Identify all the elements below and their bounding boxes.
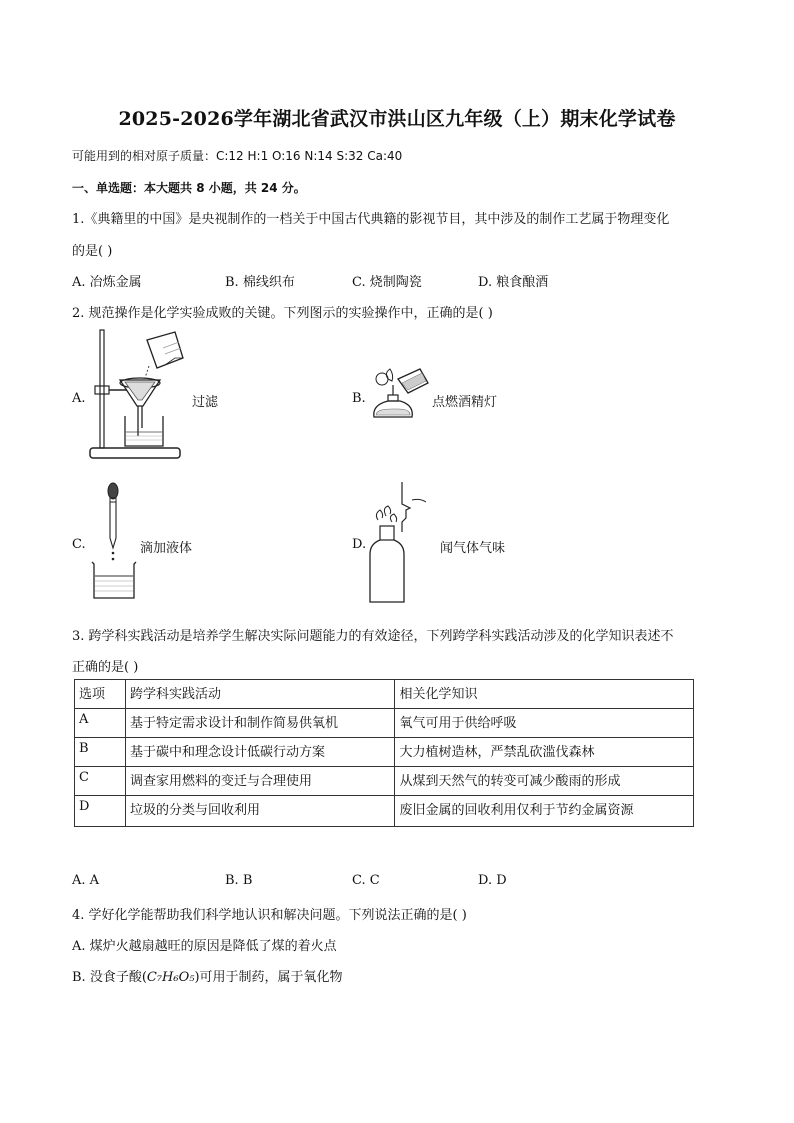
q1-option-a[interactable]: A. 冶炼金属 <box>72 275 142 290</box>
q2-option-a-label: 过滤 <box>192 395 219 410</box>
table-cell: D <box>75 796 126 827</box>
table-cell: 氧气可用于供给呼吸 <box>395 709 694 738</box>
atomic-masses-note: 可能用到的相对原子质量：C:12 H:1 O:16 N:14 S:32 Ca:40 <box>72 149 403 163</box>
section-prefix: 一、单选题： <box>72 181 145 195</box>
q1-stem-line1: 1.《典籍里的中国》是央视制作的一档关于中国古代典籍的影视节目，其中涉及的制作工艺属于物理变化 <box>72 212 670 227</box>
smelling-gas-figure <box>368 480 434 606</box>
table-row <box>75 738 694 767</box>
table-cell: 垃圾的分类与回收利用 <box>125 796 395 827</box>
table-row <box>75 767 694 796</box>
q4-stem: 4. 学好化学能帮助我们科学地认识和解决问题。下列说法正确的是( ) <box>72 908 467 923</box>
filtration-figure <box>85 328 185 464</box>
dropper-beaker-figure <box>88 482 138 604</box>
q2-option-b-label: 点燃酒精灯 <box>432 395 498 410</box>
table-header-cell: 跨学科实践活动 <box>125 680 395 709</box>
q1-stem-line2: 的是( ) <box>72 244 113 259</box>
table-header-cell: 相关化学知识 <box>395 680 694 709</box>
q3-table <box>74 679 694 827</box>
table-header-row <box>75 680 694 709</box>
q3-stem-line1: 3. 跨学科实践活动是培养学生解决实际问题能力的有效途径，下列跨学科实践活动涉及的化学知识表述不 <box>72 629 674 644</box>
q4-option-b[interactable] <box>72 966 343 985</box>
section-heading <box>72 179 306 196</box>
table-cell: 基于碳中和理念设计低碳行动方案 <box>125 738 395 767</box>
table-header-cell: 选项 <box>75 680 126 709</box>
q3-option-b[interactable]: B. B <box>225 873 253 888</box>
q4-option-b-pre: B. 没食子酸( <box>72 970 147 985</box>
q1-option-c[interactable]: C. 烧制陶瓷 <box>352 275 422 290</box>
page-title: 2025-2026学年湖北省武汉市洪山区九年级（上）期末化学试卷 <box>118 108 676 130</box>
q2-option-c-letter[interactable]: C. <box>72 537 86 552</box>
q1-option-d[interactable]: D. 粮食酿酒 <box>478 275 549 290</box>
q2-option-b-letter[interactable]: B. <box>352 391 366 406</box>
q3-option-a[interactable]: A. A <box>72 873 100 888</box>
q3-stem-line2: 正确的是( ) <box>72 660 139 675</box>
table-row <box>75 709 694 738</box>
q2-stem: 2. 规范操作是化学实验成败的关键。下列图示的实验操作中，正确的是( ) <box>72 306 493 321</box>
q4-option-b-post: )可用于制药，属于氧化物 <box>194 970 343 985</box>
q3-option-c[interactable]: C. C <box>352 873 380 888</box>
q2-option-c-label: 滴加液体 <box>140 541 193 556</box>
table-cell: A <box>75 709 126 738</box>
table-cell: 从煤到天然气的转变可减少酸雨的形成 <box>395 767 694 796</box>
q2-option-d-label: 闻气体气味 <box>440 541 506 556</box>
section-desc: 本大题共 8 小题，共 24 分。 <box>144 181 306 195</box>
q1-option-b[interactable]: B. 棉线织布 <box>225 275 295 290</box>
table-row <box>75 796 694 827</box>
table-cell: 基于特定需求设计和制作简易供氧机 <box>125 709 395 738</box>
table-cell: 调查家用燃料的变迁与合理使用 <box>125 767 395 796</box>
table-cell: B <box>75 738 126 767</box>
q3-option-d[interactable]: D. D <box>478 873 507 888</box>
table-cell: 大力植树造林，严禁乱砍滥伐森林 <box>395 738 694 767</box>
q2-option-a-letter[interactable]: A. <box>72 391 86 406</box>
alcohol-lamp-figure <box>368 365 432 429</box>
table-cell: C <box>75 767 126 796</box>
q4-option-a[interactable]: A. 煤炉火越扇越旺的原因是降低了煤的着火点 <box>72 939 337 954</box>
gallic-acid-formula: C₇H₆O₅ <box>146 970 195 985</box>
q2-option-d-letter[interactable]: D. <box>352 537 367 552</box>
table-cell: 废旧金属的回收利用仅利于节约金属资源 <box>395 796 694 827</box>
